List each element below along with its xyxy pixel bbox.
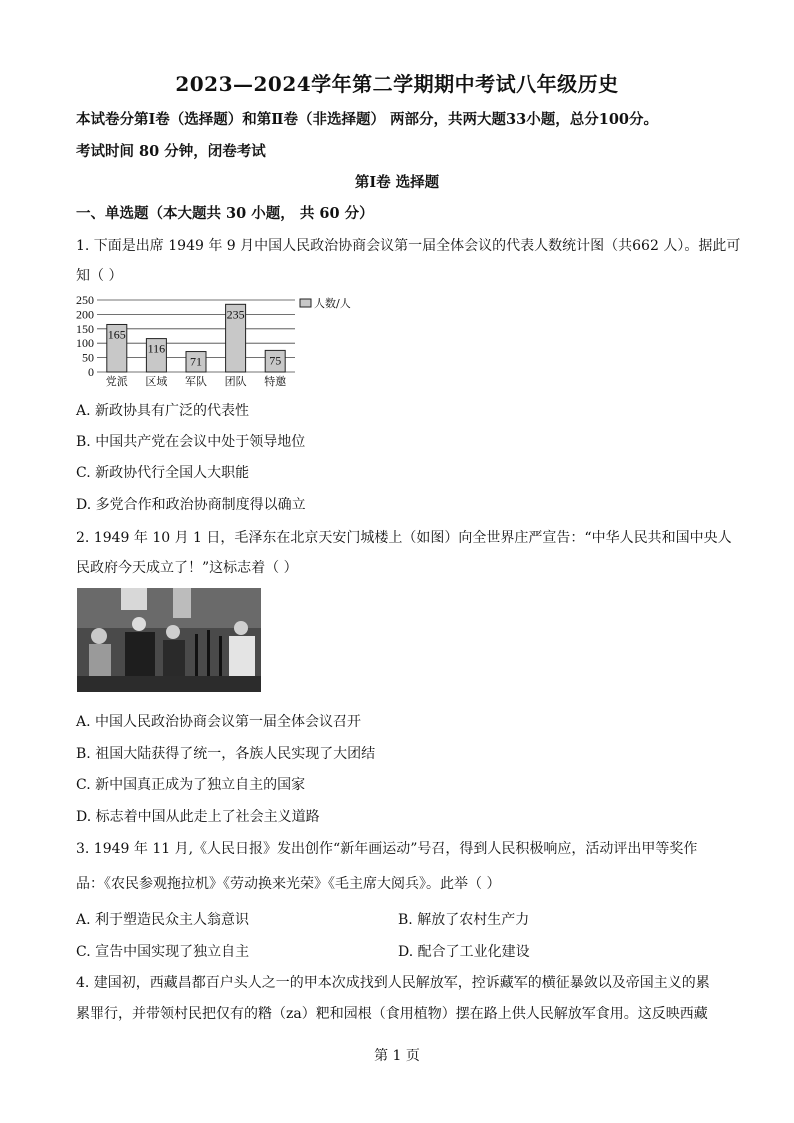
q2-option-d: D. 标志着中国从此走上了社会主义道路 <box>76 809 320 825</box>
q1-option-d: D. 多党合作和政治协商制度得以确立 <box>76 497 306 513</box>
q3-stem-line2: 品：《农民参观拖拉机》《劳动换来光荣》《毛主席大阅兵》。此举（ ） <box>76 876 501 892</box>
part1-title: 第Ⅰ卷 选择题 <box>354 174 440 191</box>
q1-stem-line2: 知（ ） <box>76 268 123 284</box>
section1-title: 一、单选题（本大题共 30 小题， 共 60 分） <box>76 205 374 222</box>
data-label: 235 <box>226 307 245 322</box>
page-number: 第 1 页 <box>374 1048 420 1064</box>
q4-stem-line1: 4. 建国初，西藏昌都百户头人之一的甲本次成找到人民解放军，控诉藏军的横征暴敛以及帝国主义的累 <box>76 975 710 991</box>
q2-option-b: B. 祖国大陆获得了统一，各族人民实现了大团结 <box>76 746 376 762</box>
q1-option-b: B. 中国共产党在会议中处于领导地位 <box>76 434 306 450</box>
exam-title: 2023—2024学年第二学期期中考试八年级历史 <box>175 72 619 96</box>
legend-swatch <box>300 299 311 307</box>
y-tick-label: 250 <box>76 293 94 307</box>
q1-bar-chart <box>70 290 370 390</box>
x-tick-label: 团队 <box>224 375 247 388</box>
y-tick-label: 0 <box>88 365 94 379</box>
tiananmen-photo <box>77 588 261 692</box>
q1-stem-line1: 1. 下面是出席 1949 年 9 月中国人民政治协商会议第一届全体会议的代表人数统计图（共662 人）。据此可 <box>76 238 741 254</box>
y-tick-label: 150 <box>76 321 94 336</box>
data-label: 165 <box>107 327 126 342</box>
y-tick-label: 100 <box>76 336 94 351</box>
exam-intro-line2: 考试时间 80 分钟，闭卷考试 <box>76 143 266 160</box>
y-tick-label: 50 <box>82 350 94 365</box>
q3-option-d: D. 配合了工业化建设 <box>398 944 530 960</box>
x-tick-label: 党派 <box>105 375 128 388</box>
data-label: 71 <box>190 354 202 369</box>
exam-intro-line1: 本试卷分第Ⅰ卷（选择题）和第Ⅱ卷（非选择题） 两部分，共两大题33小题，总分100分。 <box>76 111 658 128</box>
q2-option-a: A. 中国人民政治协商会议第一届全体会议召开 <box>76 714 362 730</box>
q2-stem-line1: 2. 1949 年 10 月 1 日，毛泽东在北京天安门城楼上（如图）向全世界庄严宣告：“中华人民共和国中央人 <box>76 530 732 546</box>
q4-stem-line2: 累罪行，并带领村民把仅有的糌（za）粑和园根（食用植物）摆在路上供人民解放军食用。这反映西藏 <box>76 1006 708 1022</box>
x-tick-label: 军队 <box>185 375 207 388</box>
q2-stem-line2: 民政府今天成立了！”这标志着（ ） <box>76 560 298 576</box>
x-tick-label: 特邀 <box>264 375 287 388</box>
q1-option-c: C. 新政协代行全国人大职能 <box>76 465 250 481</box>
q2-option-c: C. 新中国真正成为了独立自主的国家 <box>76 777 306 793</box>
x-tick-label: 区域 <box>145 375 168 388</box>
data-label: 116 <box>147 341 166 356</box>
q1-option-a: A. 新政协具有广泛的代表性 <box>76 403 250 419</box>
data-label: 75 <box>269 353 282 368</box>
q3-option-a: A. 利于塑造民众主人翁意识 <box>76 912 250 928</box>
q3-option-b: B. 解放了农村生产力 <box>398 912 530 928</box>
q3-stem-line1: 3. 1949 年 11 月,《人民日报》发出创作“新年画运动”号召，得到人民积极响应，活动评出甲等奖作 <box>76 841 698 857</box>
legend-label: 人数/人 <box>314 297 351 310</box>
y-tick-label: 200 <box>76 307 94 322</box>
q3-option-c: C. 宣告中国实现了独立自主 <box>76 944 250 960</box>
